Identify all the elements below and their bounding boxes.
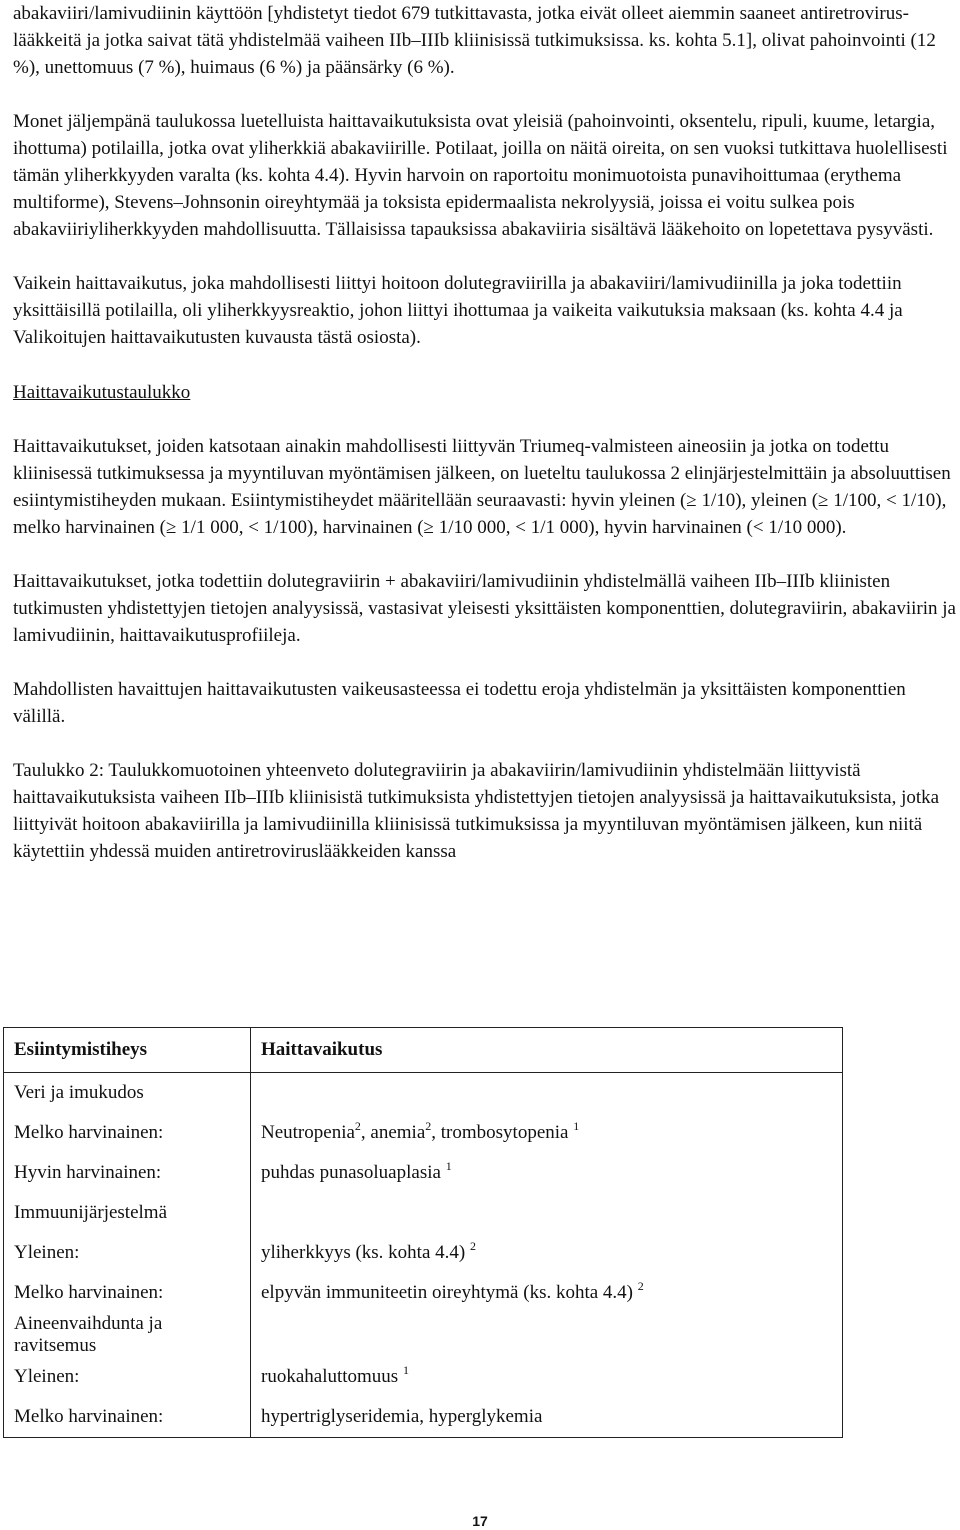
reaction-cell: puhdas punasoluaplasia $^1$ (251, 1153, 843, 1193)
table-category-row (4, 1073, 843, 1114)
table-caption: Taulukko 2: Taulukkomuotoinen yhteenveto dolutegraviirin ja abakaviirin/lamivudiinin yhdistelmään liittyvistä haittavaikutuksista vaiheen IIb–IIIb kliinisistä tutkimuksista yhdistettyjen tietojen analyysissä ja haittavaikutuksista, jotka liittyivät hoitoon abakaviirilla ja lamivudiinilla kliinisissä tutkimuksissa ja myyntiluvan myöntämisen jälkeen, kun niitä käytettiin yhdessä muiden antiretroviruslääkkeiden kanssa (13, 760, 940, 862)
paragraph-combination-analysis: Haittavaikutukset, jotka todettiin dolutegraviirin + abakaviiri/lamivudiinin yhdistelmällä vaiheen IIb–IIIb kliinisten tutkimusten yhdistettyjen tietojen analyysissä, vastasivat yleisesti yksittäisten komponenttien, dolutegraviirin, abakaviirin ja lamivudiinin, haittavaikutusprofiileja. (13, 571, 956, 646)
paragraph-hypersensitivity: Monet jäljempänä taulukossa luetelluista haittavaikutuksista ovat yleisiä (pahoinvointi, oksentelu, ripuli, kuume, letargia, ihottuma) potilailla, jotka ovat yliherkkiä abakaviirille. Potilaat, joilla on näitä oireita, on sen vuoksi tutkittava huolellisesti tämän yliherkkyyden varalta (ks. kohta 4.4). Hyvin harvoin on raportoitu monimuotoista punavihoittumaa (erythema multiforme), Stevens–Johnsonin oireyhtymää ja toksista epidermaalista nekrolyysiä, joissa ei voitu sulkea pois abakaviiriyliherkkyyden mahdollisuutta. Tällaisissa tapauksissa abakaviiria sisältävä lääkehoito on lopetettava pysyvästi. (13, 111, 948, 240)
category-label: Immuunijärjestelmä (4, 1193, 251, 1233)
table-category-row (4, 1313, 843, 1357)
paragraph-intro: abakaviiri/lamivudiinin käyttöön [yhdistetyt tiedot 679 tutkittavasta, jotka eivät olleet aiemmin saaneet antiretroviruslääkkeitä ja jotka saivat tätä yhdistelmää vaiheen IIb–IIIb kliinisissä tutkimuksissa. ks. kohta 5.1], olivat pahoinvointi (12 %), unettomuus (7 %), huimaus (6 %) ja päänsärky (6 %). (13, 3, 936, 78)
adverse-reactions-table (3, 1027, 843, 1438)
table-header-row (4, 1028, 843, 1073)
table-row (4, 1153, 843, 1193)
frequency-cell: Melko harvinainen: (4, 1113, 251, 1153)
table-row (4, 1357, 843, 1397)
header-adverse-reaction: Haittavaikutus (251, 1028, 843, 1073)
frequency-cell: Hyvin harvinainen: (4, 1153, 251, 1193)
reaction-cell: hypertriglyseridemia, hyperglykemia (251, 1397, 843, 1438)
paragraph-severity: Mahdollisten havaittujen haittavaikutusten vaikeusasteessa ei todettu eroja yhdistelmän ja yksittäisten komponenttien välillä. (13, 679, 906, 727)
frequency-cell: Melko harvinainen: (4, 1273, 251, 1313)
table-row (4, 1273, 843, 1313)
table-row (4, 1113, 843, 1153)
paragraph-frequency-definitions: Haittavaikutukset, joiden katsotaan ainakin mahdollisesti liittyvän Triumeq-valmisteen aineosiin ja jotka on todettu kliinisessä tutkimuksessa ja myyntiluvan myöntämisen jälkeen, on lueteltu taulukossa 2 elinjärjestelmittäin ja absoluuttisen esiintymistiheyden mukaan. Esiintymistiheydet määritellään seuraavasti: hyvin yleinen (≥ 1/10), yleinen (≥ 1/100, < 1/10), melko harvinainen (≥ 1/1 000, < 1/100), harvinainen (≥ 1/10 000, < 1/1 000), hyvin harvinainen (< 1/10 000). (13, 436, 951, 538)
reaction-cell: ruokahaluttomuus $^1$ (251, 1357, 843, 1397)
frequency-cell: Melko harvinainen: (4, 1397, 251, 1438)
frequency-cell: Yleinen: (4, 1233, 251, 1273)
table-category-row (4, 1193, 843, 1233)
reaction-cell: elpyvän immuniteetin oireyhtymä (ks. kohta 4.4) $^2$ (251, 1273, 843, 1313)
reaction-cell: yliherkkyys (ks. kohta 4.4) $^2$ (251, 1233, 843, 1273)
table-row (4, 1397, 843, 1438)
table-row (4, 1233, 843, 1273)
empty-cell (251, 1073, 843, 1114)
empty-cell (251, 1313, 843, 1357)
paragraph-severe-reaction: Vaikein haittavaikutus, joka mahdollisesti liittyi hoitoon dolutegraviirilla ja abakaviiri/lamivudiinilla ja joka todettiin yksittäisillä potilailla, oli yliherkkyysreaktio, johon liittyi ihottumaa ja vaikeita vaikutuksia maksaan (ks. kohta 4.4 ja Valikoitujen haittavaikutusten kuvausta tästä osiosta). (13, 273, 903, 348)
section-heading: Haittavaikutustaulukko (13, 382, 191, 403)
header-frequency: Esiintymistiheys (4, 1028, 251, 1073)
document-page (13, 0, 958, 865)
frequency-cell: Yleinen: (4, 1357, 251, 1397)
reaction-cell: Neutropenia$^2$, anemia$^2$, trombosytopenia $^1$ (251, 1113, 843, 1153)
page-number: 17 (472, 1513, 488, 1529)
empty-cell (251, 1193, 843, 1233)
category-label: Aineenvaihdunta ja ravitsemus (4, 1313, 251, 1357)
category-label: Veri ja imukudos (4, 1073, 251, 1114)
